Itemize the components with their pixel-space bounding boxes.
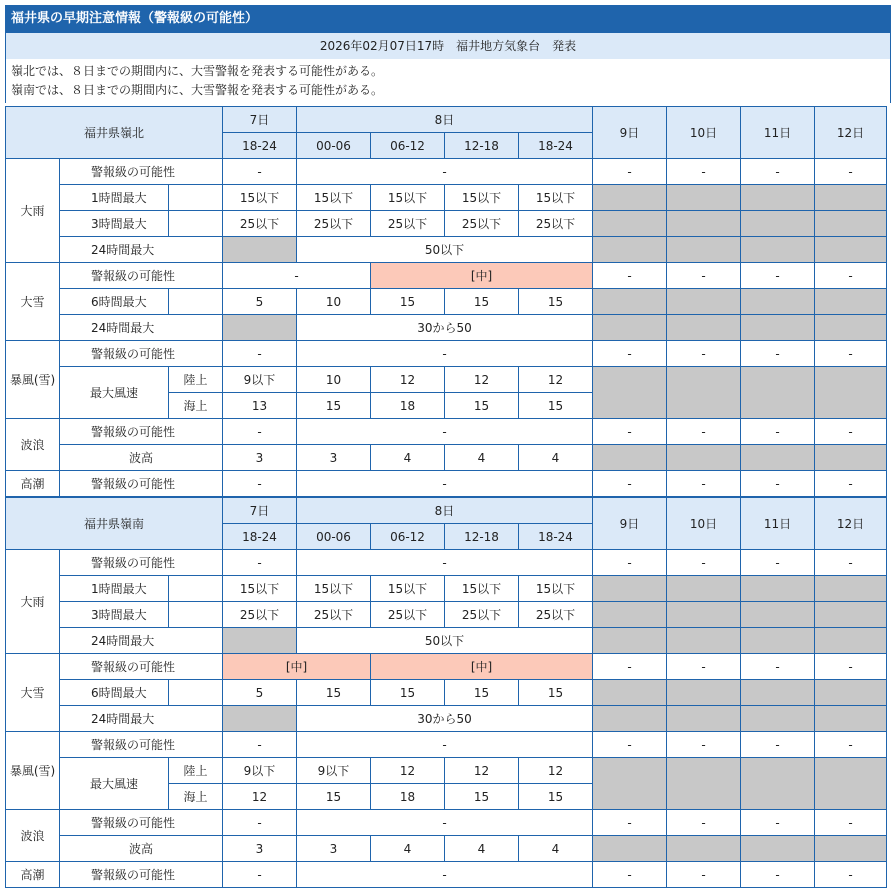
possibility-day7: - <box>223 419 297 445</box>
element-heavy-snow: 大雪 <box>6 263 60 341</box>
day10-cell: - <box>667 550 741 576</box>
possibility-day8: - <box>297 419 593 445</box>
value-cell: 3 <box>297 445 371 471</box>
day11-cell: - <box>741 550 815 576</box>
blank-cell <box>169 211 223 237</box>
blank-cell <box>169 602 223 628</box>
header-day7: 7日 <box>223 107 297 133</box>
element-heavy-rain: 大雨 <box>6 159 60 263</box>
value-cell: 12 <box>519 367 593 393</box>
na-cell <box>741 628 815 654</box>
header-period: 12-18 <box>445 133 519 159</box>
header-day8: 8日 <box>297 107 593 133</box>
day12-cell: - <box>815 654 887 680</box>
value-cell: 15以下 <box>297 185 371 211</box>
day10-cell: - <box>667 654 741 680</box>
na-cell <box>741 602 815 628</box>
value-cell: 25以下 <box>223 602 297 628</box>
na-cell <box>815 211 887 237</box>
value-cell: 18 <box>371 784 445 810</box>
value-cell: 5 <box>223 680 297 706</box>
na-cell <box>815 706 887 732</box>
value-cell: 4 <box>519 836 593 862</box>
na-cell <box>667 315 741 341</box>
blank-cell <box>169 289 223 315</box>
day10-cell: - <box>667 862 741 888</box>
issued-info: 2026年02月07日17時 福井地方気象台 発表 <box>5 33 891 59</box>
value-cell: 3 <box>223 836 297 862</box>
na-cell <box>593 445 667 471</box>
row-label-rain-24h: 24時間最大 <box>60 237 223 263</box>
na-cell <box>741 367 815 419</box>
row-label-possibility: 警報級の可能性 <box>60 732 223 758</box>
element-storm-surge: 高潮 <box>6 862 60 888</box>
value-cell: 25以下 <box>445 602 519 628</box>
na-cell <box>741 185 815 211</box>
blank-cell <box>169 185 223 211</box>
value-cell: 25以下 <box>519 602 593 628</box>
element-waves: 波浪 <box>6 419 60 471</box>
value-cell: 12 <box>519 758 593 784</box>
value-cell: 9以下 <box>223 367 297 393</box>
row-label-max-wind: 最大風速 <box>60 758 169 810</box>
possibility-day7: - <box>223 732 297 758</box>
forecast-table-reihoku <box>5 106 887 497</box>
possibility-day8: - <box>297 159 593 185</box>
value-cell: 15 <box>519 784 593 810</box>
possibility-day7: - <box>223 159 297 185</box>
day10-cell: - <box>667 810 741 836</box>
value-cell: 15以下 <box>519 576 593 602</box>
day11-cell: - <box>741 810 815 836</box>
element-storm-snow: 暴風(雪) <box>6 732 60 810</box>
possibility-day7: - <box>223 471 297 497</box>
value-cell: 15以下 <box>445 576 519 602</box>
na-cell <box>667 367 741 419</box>
na-cell <box>815 758 887 810</box>
value-cell: 30から50 <box>297 315 593 341</box>
day12-cell: - <box>815 159 887 185</box>
day9-cell: - <box>593 471 667 497</box>
na-cell <box>741 758 815 810</box>
row-label-sea: 海上 <box>169 784 223 810</box>
value-cell: 15以下 <box>445 185 519 211</box>
na-cell <box>667 758 741 810</box>
day9-cell: - <box>593 862 667 888</box>
row-label-possibility: 警報級の可能性 <box>60 419 223 445</box>
day11-cell: - <box>741 341 815 367</box>
row-label-possibility: 警報級の可能性 <box>60 341 223 367</box>
element-waves: 波浪 <box>6 810 60 862</box>
element-heavy-snow: 大雪 <box>6 654 60 732</box>
value-cell: 30から50 <box>297 706 593 732</box>
header-period: 18-24 <box>223 524 297 550</box>
day12-cell: - <box>815 732 887 758</box>
na-cell <box>593 576 667 602</box>
na-cell <box>667 289 741 315</box>
possibility-medium-badge: [中] <box>223 654 371 680</box>
value-cell: 4 <box>371 445 445 471</box>
value-cell: 25以下 <box>297 211 371 237</box>
na-cell <box>741 289 815 315</box>
na-cell <box>741 576 815 602</box>
day9-cell: - <box>593 419 667 445</box>
value-cell: 25以下 <box>445 211 519 237</box>
value-cell: 15以下 <box>519 185 593 211</box>
possibility-day8: - <box>297 550 593 576</box>
possibility-day7: - <box>223 810 297 836</box>
value-cell: 10 <box>297 289 371 315</box>
header-period: 18-24 <box>223 133 297 159</box>
day9-cell: - <box>593 550 667 576</box>
na-cell <box>667 237 741 263</box>
row-label-wave-height: 波高 <box>60 836 223 862</box>
value-cell: 15 <box>297 784 371 810</box>
row-label-rain-1h: 1時間最大 <box>60 576 169 602</box>
na-cell <box>223 315 297 341</box>
day12-cell: - <box>815 341 887 367</box>
na-cell <box>593 315 667 341</box>
possibility-day8: - <box>297 732 593 758</box>
na-cell <box>593 211 667 237</box>
na-cell <box>741 836 815 862</box>
na-cell <box>815 185 887 211</box>
summary-notes <box>5 59 891 103</box>
na-cell <box>667 680 741 706</box>
day10-cell: - <box>667 732 741 758</box>
header-period: 00-06 <box>297 524 371 550</box>
day11-cell: - <box>741 862 815 888</box>
na-cell <box>593 289 667 315</box>
value-cell: 12 <box>445 367 519 393</box>
value-cell: 4 <box>519 445 593 471</box>
element-heavy-rain: 大雨 <box>6 550 60 654</box>
na-cell <box>223 237 297 263</box>
day10-cell: - <box>667 159 741 185</box>
row-label-snow-6h: 6時間最大 <box>60 680 169 706</box>
value-cell: 4 <box>445 445 519 471</box>
possibility-day7: - <box>223 550 297 576</box>
na-cell <box>667 576 741 602</box>
value-cell: 12 <box>371 367 445 393</box>
day12-cell: - <box>815 810 887 836</box>
row-label-possibility: 警報級の可能性 <box>60 810 223 836</box>
day11-cell: - <box>741 263 815 289</box>
value-cell: 15以下 <box>297 576 371 602</box>
value-cell: 25以下 <box>371 602 445 628</box>
na-cell <box>667 445 741 471</box>
possibility-day8: - <box>297 341 593 367</box>
value-cell: 5 <box>223 289 297 315</box>
row-label-rain-24h: 24時間最大 <box>60 628 223 654</box>
header-day8: 8日 <box>297 498 593 524</box>
value-cell: 10 <box>297 367 371 393</box>
na-cell <box>815 289 887 315</box>
header-period: 06-12 <box>371 524 445 550</box>
header-period: 06-12 <box>371 133 445 159</box>
na-cell <box>741 237 815 263</box>
day10-cell: - <box>667 263 741 289</box>
value-cell: 9以下 <box>297 758 371 784</box>
value-cell: 15 <box>297 680 371 706</box>
day9-cell: - <box>593 810 667 836</box>
value-cell: 15 <box>371 289 445 315</box>
na-cell <box>815 315 887 341</box>
row-label-wave-height: 波高 <box>60 445 223 471</box>
day12-cell: - <box>815 550 887 576</box>
header-day9: 9日 <box>593 107 667 159</box>
value-cell: 15 <box>519 289 593 315</box>
na-cell <box>815 367 887 419</box>
row-label-possibility: 警報級の可能性 <box>60 654 223 680</box>
value-cell: 12 <box>223 784 297 810</box>
na-cell <box>223 706 297 732</box>
row-label-snow-6h: 6時間最大 <box>60 289 169 315</box>
na-cell <box>667 185 741 211</box>
header-day12: 12日 <box>815 498 887 550</box>
day12-cell: - <box>815 471 887 497</box>
possibility-day7-day8-early: - <box>223 263 371 289</box>
blank-cell <box>169 680 223 706</box>
na-cell <box>593 602 667 628</box>
value-cell: 25以下 <box>519 211 593 237</box>
day9-cell: - <box>593 263 667 289</box>
day11-cell: - <box>741 732 815 758</box>
na-cell <box>741 445 815 471</box>
possibility-medium-badge: [中] <box>371 654 593 680</box>
value-cell: 15以下 <box>223 576 297 602</box>
row-label-possibility: 警報級の可能性 <box>60 263 223 289</box>
day9-cell: - <box>593 732 667 758</box>
day12-cell: - <box>815 263 887 289</box>
na-cell <box>593 367 667 419</box>
na-cell <box>593 628 667 654</box>
na-cell <box>815 602 887 628</box>
forecast-table-reinan <box>5 497 887 888</box>
na-cell <box>815 576 887 602</box>
value-cell: 15 <box>519 680 593 706</box>
header-period: 00-06 <box>297 133 371 159</box>
day10-cell: - <box>667 419 741 445</box>
row-label-sea: 海上 <box>169 393 223 419</box>
na-cell <box>741 315 815 341</box>
na-cell <box>667 211 741 237</box>
row-label-max-wind: 最大風速 <box>60 367 169 419</box>
value-cell: 15 <box>445 289 519 315</box>
possibility-day7: - <box>223 862 297 888</box>
na-cell <box>593 706 667 732</box>
element-storm-snow: 暴風(雪) <box>6 341 60 419</box>
na-cell <box>667 602 741 628</box>
na-cell <box>741 680 815 706</box>
row-label-land: 陸上 <box>169 758 223 784</box>
value-cell: 15 <box>371 680 445 706</box>
day12-cell: - <box>815 419 887 445</box>
value-cell: 15 <box>519 393 593 419</box>
day9-cell: - <box>593 341 667 367</box>
row-label-possibility: 警報級の可能性 <box>60 550 223 576</box>
value-cell: 25以下 <box>297 602 371 628</box>
na-cell <box>815 628 887 654</box>
header-day10: 10日 <box>667 498 741 550</box>
value-cell: 50以下 <box>297 628 593 654</box>
possibility-day7: - <box>223 341 297 367</box>
row-label-possibility: 警報級の可能性 <box>60 862 223 888</box>
row-label-rain-1h: 1時間最大 <box>60 185 169 211</box>
value-cell: 25以下 <box>371 211 445 237</box>
value-cell: 15 <box>445 680 519 706</box>
header-period: 18-24 <box>519 133 593 159</box>
region-name: 福井県嶺南 <box>6 498 223 550</box>
na-cell <box>593 758 667 810</box>
na-cell <box>815 680 887 706</box>
na-cell <box>593 680 667 706</box>
row-label-possibility: 警報級の可能性 <box>60 159 223 185</box>
value-cell: 13 <box>223 393 297 419</box>
value-cell: 12 <box>445 758 519 784</box>
na-cell <box>667 628 741 654</box>
value-cell: 25以下 <box>223 211 297 237</box>
row-label-rain-3h: 3時間最大 <box>60 211 169 237</box>
row-label-snow-24h: 24時間最大 <box>60 315 223 341</box>
na-cell <box>815 445 887 471</box>
value-cell: 15 <box>297 393 371 419</box>
day9-cell: - <box>593 159 667 185</box>
value-cell: 4 <box>371 836 445 862</box>
day11-cell: - <box>741 159 815 185</box>
day11-cell: - <box>741 419 815 445</box>
day9-cell: - <box>593 654 667 680</box>
region-name: 福井県嶺北 <box>6 107 223 159</box>
value-cell: 50以下 <box>297 237 593 263</box>
value-cell: 9以下 <box>223 758 297 784</box>
na-cell <box>667 706 741 732</box>
value-cell: 15 <box>445 393 519 419</box>
header-day11: 11日 <box>741 498 815 550</box>
row-label-possibility: 警報級の可能性 <box>60 471 223 497</box>
value-cell: 15以下 <box>371 185 445 211</box>
na-cell <box>593 836 667 862</box>
na-cell <box>741 706 815 732</box>
value-cell: 15 <box>445 784 519 810</box>
header-period: 12-18 <box>445 524 519 550</box>
na-cell <box>223 628 297 654</box>
row-label-land: 陸上 <box>169 367 223 393</box>
header-day12: 12日 <box>815 107 887 159</box>
value-cell: 3 <box>223 445 297 471</box>
possibility-medium-badge: [中] <box>371 263 593 289</box>
value-cell: 15以下 <box>371 576 445 602</box>
na-cell <box>815 237 887 263</box>
possibility-day8: - <box>297 810 593 836</box>
day11-cell: - <box>741 471 815 497</box>
header-day7: 7日 <box>223 498 297 524</box>
day12-cell: - <box>815 862 887 888</box>
header-day9: 9日 <box>593 498 667 550</box>
blank-cell <box>169 576 223 602</box>
possibility-day8: - <box>297 862 593 888</box>
day10-cell: - <box>667 341 741 367</box>
value-cell: 18 <box>371 393 445 419</box>
na-cell <box>815 836 887 862</box>
row-label-rain-3h: 3時間最大 <box>60 602 169 628</box>
summary-note-reinan: 嶺南では、８日までの期間内に、大雪警報を発表する可能性がある。 <box>11 83 384 97</box>
value-cell: 3 <box>297 836 371 862</box>
summary-note-reihoku: 嶺北では、８日までの期間内に、大雪警報を発表する可能性がある。 <box>11 64 384 78</box>
page-title: 福井県の早期注意情報（警報級の可能性） <box>5 5 891 33</box>
day11-cell: - <box>741 654 815 680</box>
na-cell <box>593 185 667 211</box>
day10-cell: - <box>667 471 741 497</box>
row-label-snow-24h: 24時間最大 <box>60 706 223 732</box>
value-cell: 4 <box>445 836 519 862</box>
value-cell: 15以下 <box>223 185 297 211</box>
possibility-day8: - <box>297 471 593 497</box>
value-cell: 12 <box>371 758 445 784</box>
header-period: 18-24 <box>519 524 593 550</box>
element-storm-surge: 高潮 <box>6 471 60 497</box>
na-cell <box>741 211 815 237</box>
na-cell <box>667 836 741 862</box>
header-day10: 10日 <box>667 107 741 159</box>
na-cell <box>593 237 667 263</box>
header-day11: 11日 <box>741 107 815 159</box>
